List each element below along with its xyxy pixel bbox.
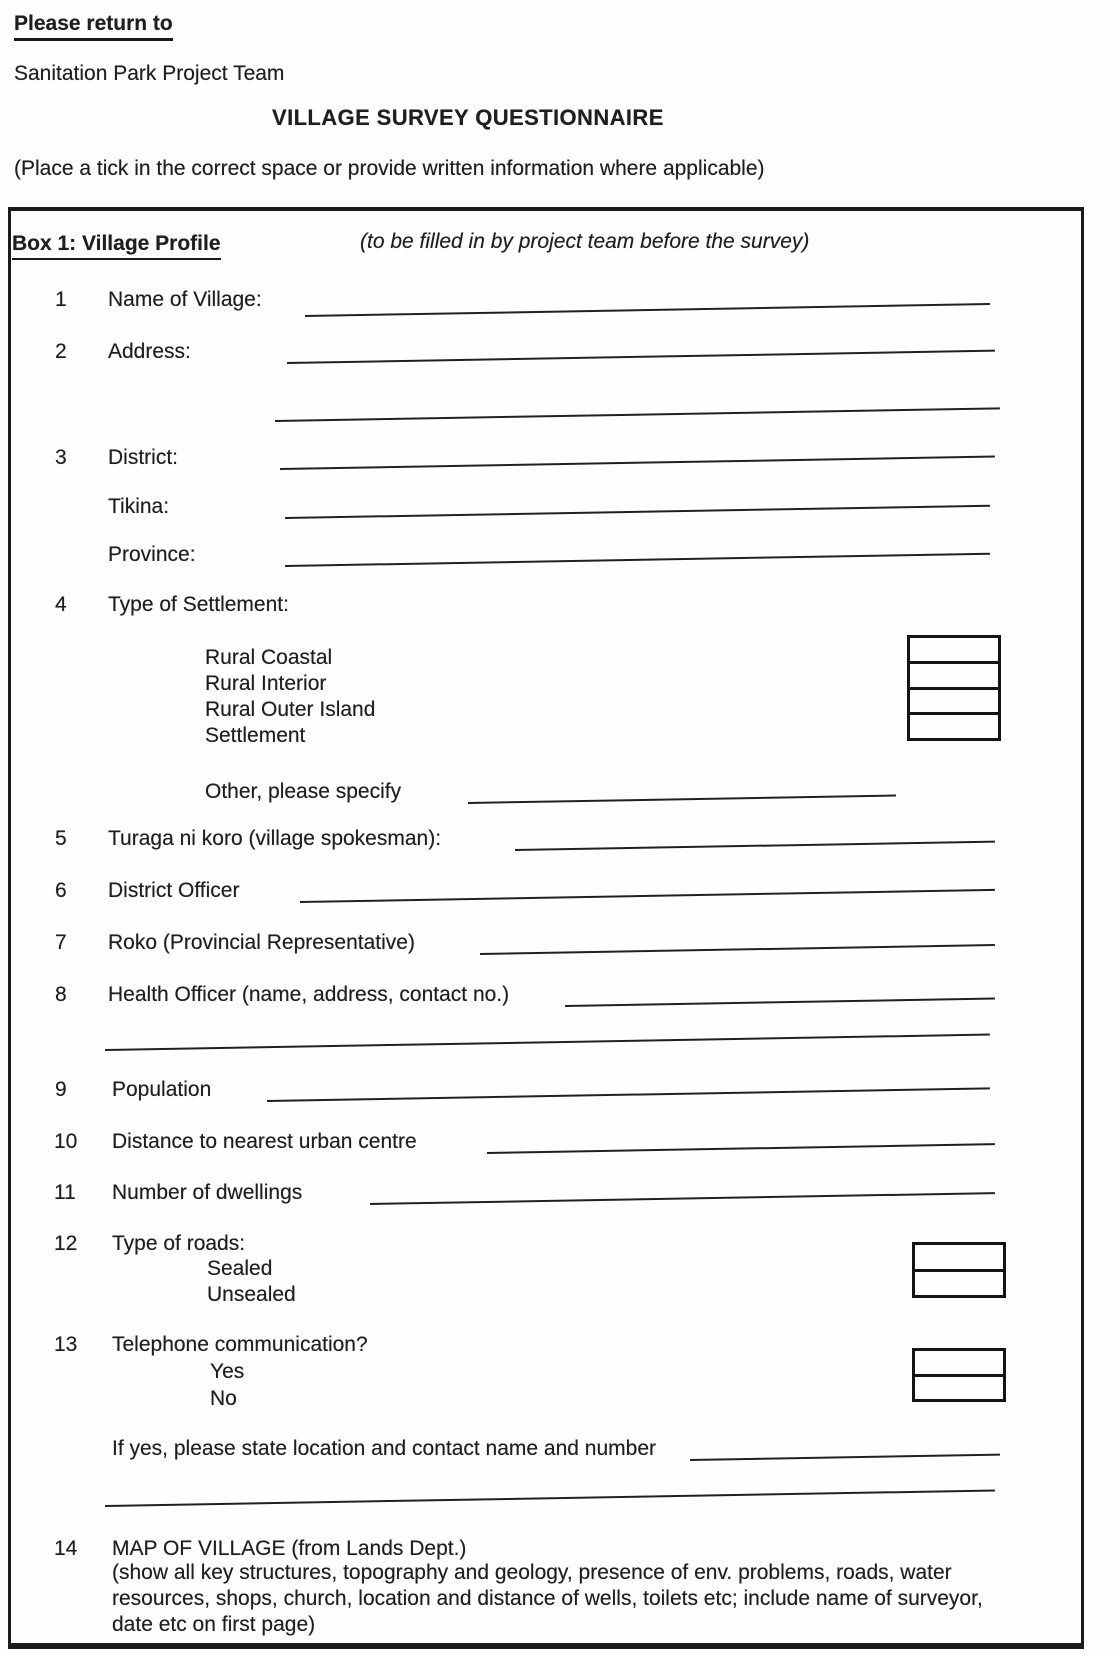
q5-label: Turaga ni koro (village spokesman): xyxy=(108,827,442,850)
province-label: Province: xyxy=(108,543,196,566)
telephone-checkbox-no[interactable] xyxy=(915,1374,1003,1400)
roads-checkbox-sealed[interactable] xyxy=(915,1245,1003,1269)
q3-number: 3 xyxy=(55,446,67,469)
q7-number: 7 xyxy=(55,931,67,954)
settlement-option-settlement: Settlement xyxy=(205,724,306,747)
q9-number: 9 xyxy=(55,1078,67,1101)
roads-option-unsealed: Unsealed xyxy=(207,1283,296,1306)
return-to-heading xyxy=(14,12,173,41)
q1-number: 1 xyxy=(55,288,67,311)
q10-number: 10 xyxy=(54,1130,78,1153)
q14-number: 14 xyxy=(54,1537,78,1560)
q4-number: 4 xyxy=(55,593,67,616)
q2-number: 2 xyxy=(55,340,67,363)
settlement-option-rural-coastal: Rural Coastal xyxy=(205,646,333,669)
tikina-label: Tikina: xyxy=(108,495,170,518)
telephone-checkbox-yes[interactable] xyxy=(915,1351,1003,1374)
q14-label: MAP OF VILLAGE (from Lands Dept.) xyxy=(112,1537,467,1560)
q6-label: District Officer xyxy=(108,879,240,902)
return-to-heading-text: Please return to xyxy=(14,12,173,41)
q8-number: 8 xyxy=(55,983,67,1006)
q11-number: 11 xyxy=(54,1181,76,1204)
roads-checkbox-grid xyxy=(912,1242,1006,1298)
q12-label: Type of roads: xyxy=(112,1232,246,1255)
q4-label: Type of Settlement: xyxy=(108,593,289,616)
telephone-followup-label: If yes, please state location and contact name and number xyxy=(112,1437,657,1460)
q9-label: Population xyxy=(112,1078,212,1101)
q8-label: Health Officer (name, address, contact no.) xyxy=(108,983,510,1006)
q1-label: Name of Village: xyxy=(108,288,262,311)
q14-details: (show all key structures, topography and geology, presence of env. problems, roads, water resources, shops, church, location and distance of wells, toilets etc; include name of surveyor, date etc on first page) xyxy=(112,1561,983,1636)
settlement-checkbox-grid xyxy=(907,635,1001,741)
q11-label: Number of dwellings xyxy=(112,1181,303,1204)
settlement-other-label: Other, please specify xyxy=(205,780,402,803)
roads-option-sealed: Sealed xyxy=(207,1257,273,1280)
box1-heading-text: Box 1: Village Profile xyxy=(12,232,221,260)
q10-label: Distance to nearest urban centre xyxy=(112,1130,417,1153)
q3-label: District: xyxy=(108,446,178,469)
q7-label: Roko (Provincial Representative) xyxy=(108,931,415,954)
telephone-checkbox-grid xyxy=(912,1348,1006,1402)
box1-outline xyxy=(8,207,1084,1649)
settlement-checkbox-rural-outer-island[interactable] xyxy=(910,687,998,713)
settlement-option-rural-interior: Rural Interior xyxy=(205,672,327,695)
settlement-option-rural-outer-island: Rural Outer Island xyxy=(205,698,376,721)
q6-number: 6 xyxy=(55,879,67,902)
telephone-option-yes: Yes xyxy=(210,1360,245,1383)
form-title: VILLAGE SURVEY QUESTIONNAIRE xyxy=(272,105,664,130)
instruction-note: (Place a tick in the correct space or provide written information where applicable) xyxy=(14,157,765,180)
settlement-checkbox-rural-coastal[interactable] xyxy=(910,638,998,661)
team-name: Sanitation Park Project Team xyxy=(14,62,285,85)
q13-number: 13 xyxy=(54,1333,78,1356)
settlement-checkbox-settlement[interactable] xyxy=(910,712,998,738)
q13-label: Telephone communication? xyxy=(112,1333,368,1356)
q5-number: 5 xyxy=(55,827,67,850)
box1-heading xyxy=(12,232,221,260)
q2-label: Address: xyxy=(108,340,191,363)
telephone-option-no: No xyxy=(210,1387,237,1410)
box1-note: (to be filled in by project team before the survey) xyxy=(360,230,810,253)
roads-checkbox-unsealed[interactable] xyxy=(915,1269,1003,1296)
q12-number: 12 xyxy=(54,1232,78,1255)
settlement-checkbox-rural-interior[interactable] xyxy=(910,661,998,687)
